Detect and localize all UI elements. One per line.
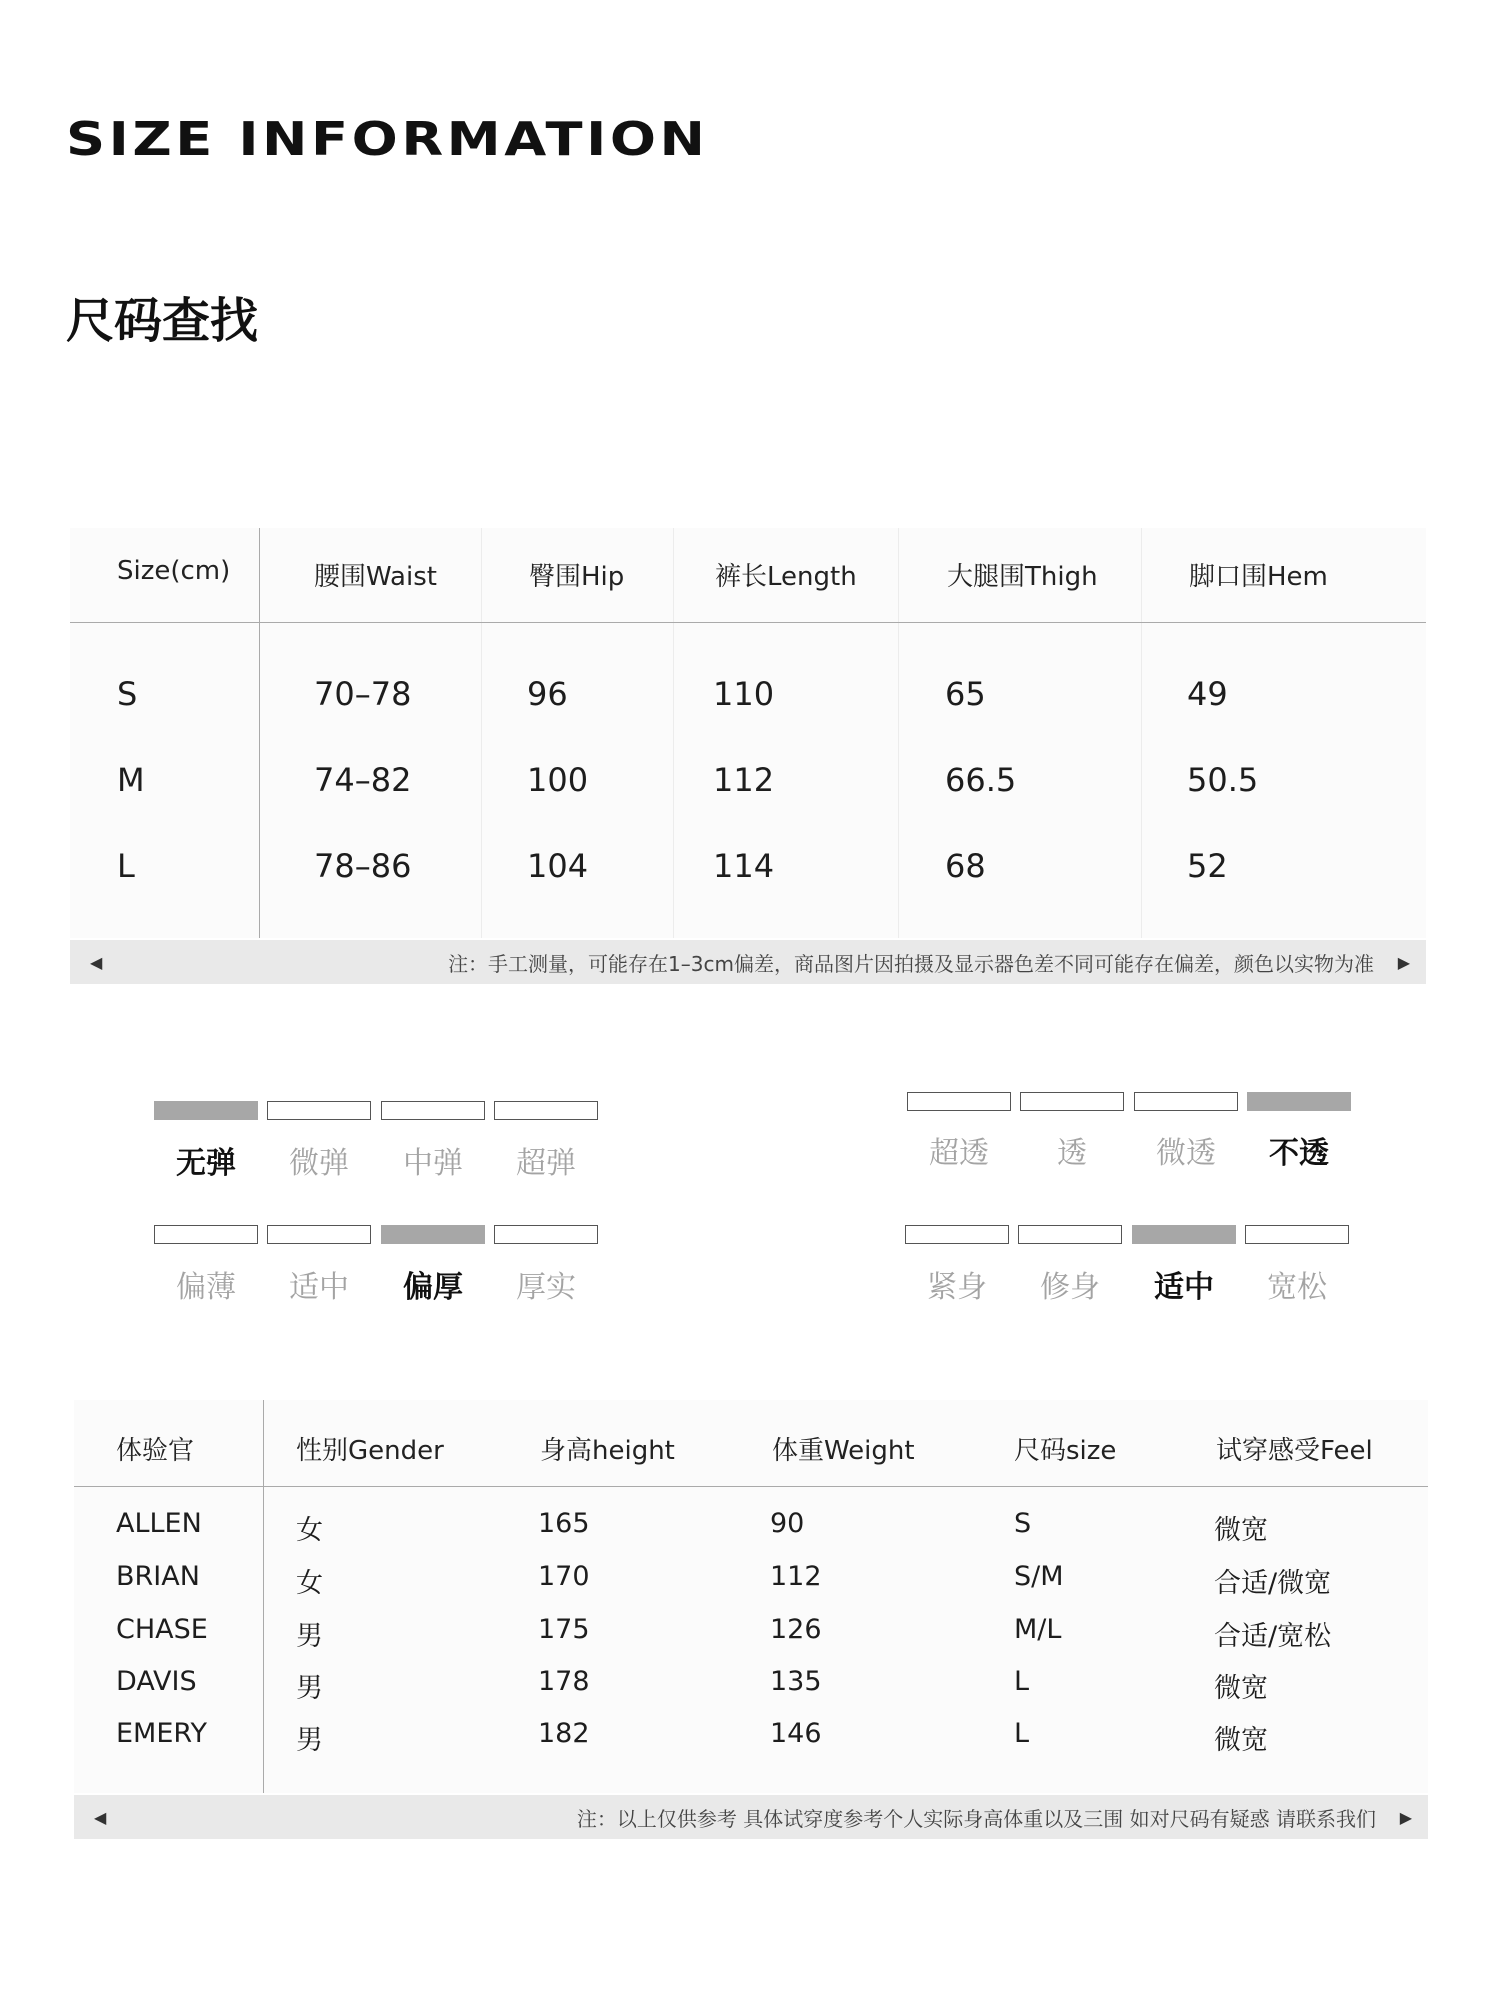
scale-segment <box>907 1092 1011 1111</box>
table-cell: 126 <box>770 1614 822 1645</box>
reference-note-bar <box>74 1795 1428 1839</box>
scale-label: 中弹 <box>403 1146 463 1181</box>
scale-label: 厚实 <box>516 1270 576 1305</box>
page-headline: SIZE INFORMATION <box>66 112 709 166</box>
table-cell: 70–78 <box>314 675 412 713</box>
column-divider <box>481 528 482 938</box>
scale-segment <box>1247 1092 1351 1111</box>
column-header: 试穿感受Feel <box>1216 1436 1373 1466</box>
table-cell: 微宽 <box>1214 1515 1268 1546</box>
table-cell: 74–82 <box>314 761 412 799</box>
table-cell: M/L <box>1014 1614 1062 1645</box>
scale-label: 修身 <box>1040 1270 1100 1305</box>
table-cell: 96 <box>527 675 568 713</box>
scale-label: 透 <box>1057 1136 1087 1171</box>
table-cell: M <box>117 761 145 799</box>
column-divider <box>1141 528 1142 938</box>
scroll-left-icon[interactable]: ◀ <box>94 1807 107 1827</box>
column-divider <box>673 528 674 938</box>
scale-label: 适中 <box>289 1270 349 1305</box>
table-cell: 52 <box>1187 847 1228 885</box>
scale-label: 微弹 <box>289 1146 349 1181</box>
table-cell: 182 <box>538 1718 590 1749</box>
table-cell: 178 <box>538 1666 590 1697</box>
scale-segment <box>905 1225 1009 1244</box>
scale-label: 超弹 <box>516 1146 576 1181</box>
column-header: 脚口围Hem <box>1189 562 1328 592</box>
size-table <box>70 528 1426 938</box>
header-divider <box>70 622 1426 623</box>
table-cell: EMERY <box>116 1718 207 1749</box>
scale-segment <box>1134 1092 1238 1111</box>
table-cell: 100 <box>527 761 589 799</box>
table-cell: S <box>117 675 138 713</box>
column-header: 体重Weight <box>772 1436 915 1466</box>
table-cell: 114 <box>713 847 775 885</box>
column-header: 体验官 <box>116 1436 195 1466</box>
column-header: 性别Gender <box>296 1436 444 1466</box>
table-cell: 合适/微宽 <box>1214 1568 1332 1599</box>
scroll-left-icon[interactable]: ◀ <box>90 952 103 972</box>
scale-segment <box>1245 1225 1349 1244</box>
table-cell: 65 <box>945 675 986 713</box>
scale-segment <box>1132 1225 1236 1244</box>
table-cell: 165 <box>538 1508 590 1539</box>
table-cell: 175 <box>538 1614 590 1645</box>
scale-label: 超透 <box>929 1136 989 1171</box>
table-cell: BRIAN <box>116 1561 200 1592</box>
table-cell: 110 <box>713 675 775 713</box>
header-divider <box>74 1486 1428 1487</box>
scale-segment <box>494 1225 598 1244</box>
table-cell: 146 <box>770 1718 822 1749</box>
table-cell: L <box>117 847 135 885</box>
scale-segment <box>154 1225 258 1244</box>
scale-segment <box>381 1101 485 1120</box>
table-cell: 78–86 <box>314 847 412 885</box>
scale-label: 适中 <box>1154 1270 1214 1305</box>
column-header: Size(cm) <box>117 556 231 586</box>
scale-segment <box>1018 1225 1122 1244</box>
scale-label: 宽松 <box>1267 1270 1327 1305</box>
table-cell: 男 <box>296 1725 323 1756</box>
table-cell: 68 <box>945 847 986 885</box>
scroll-right-icon[interactable]: ▶ <box>1397 952 1410 972</box>
table-cell: 135 <box>770 1666 822 1697</box>
column-header: 臀围Hip <box>529 562 625 592</box>
scale-label: 微透 <box>1156 1136 1216 1171</box>
table-cell: 50.5 <box>1187 761 1259 799</box>
column-divider <box>259 528 260 938</box>
scale-segment <box>381 1225 485 1244</box>
table-cell: 112 <box>770 1561 822 1592</box>
scale-label: 偏薄 <box>176 1270 236 1305</box>
column-header: 身高height <box>540 1436 675 1466</box>
table-cell: S <box>1014 1508 1032 1539</box>
table-cell: 170 <box>538 1561 590 1592</box>
table-cell: S/M <box>1014 1561 1064 1592</box>
table-cell: 男 <box>296 1673 323 1704</box>
table-cell: 女 <box>296 1568 323 1599</box>
table-cell: 男 <box>296 1621 323 1652</box>
tester-table <box>74 1400 1428 1793</box>
scale-segment <box>1020 1092 1124 1111</box>
table-cell: 微宽 <box>1214 1673 1268 1704</box>
measurement-note-bar <box>70 940 1426 984</box>
table-cell: ALLEN <box>116 1508 202 1539</box>
table-cell: L <box>1014 1718 1030 1749</box>
reference-note: 注：以上仅供参考 具体试穿度参考个人实际身高体重以及三围 如对尺码有疑惑 请联系我们 <box>576 1806 1376 1831</box>
column-header: 尺码size <box>1014 1436 1117 1466</box>
column-divider <box>898 528 899 938</box>
scale-label: 偏厚 <box>403 1270 463 1305</box>
column-header: 腰围Waist <box>314 562 437 592</box>
scale-label: 不透 <box>1269 1136 1329 1171</box>
table-cell: DAVIS <box>116 1666 197 1697</box>
table-cell: 女 <box>296 1515 323 1546</box>
table-cell: CHASE <box>116 1614 208 1645</box>
table-cell: 微宽 <box>1214 1725 1268 1756</box>
scale-label: 无弹 <box>176 1146 236 1181</box>
section-title: 尺码查找 <box>66 293 259 349</box>
column-divider <box>263 1400 264 1793</box>
column-header: 大腿围Thigh <box>947 562 1098 592</box>
table-cell: 66.5 <box>945 761 1017 799</box>
scroll-right-icon[interactable]: ▶ <box>1399 1807 1412 1827</box>
column-header: 裤长Length <box>715 562 857 592</box>
scale-segment <box>494 1101 598 1120</box>
scale-segment <box>267 1101 371 1120</box>
scale-label: 紧身 <box>927 1270 987 1305</box>
table-cell: 49 <box>1187 675 1228 713</box>
table-cell: 合适/宽松 <box>1214 1621 1332 1652</box>
table-cell: 112 <box>713 761 775 799</box>
measurement-note: 注：手工测量，可能存在1–3cm偏差，商品图片因拍摄及显示器色差不同可能存在偏差，颜色以实物为准 <box>448 951 1374 976</box>
table-cell: 104 <box>527 847 589 885</box>
scale-segment <box>267 1225 371 1244</box>
scale-segment <box>154 1101 258 1120</box>
table-cell: L <box>1014 1666 1030 1697</box>
table-cell: 90 <box>770 1508 805 1539</box>
